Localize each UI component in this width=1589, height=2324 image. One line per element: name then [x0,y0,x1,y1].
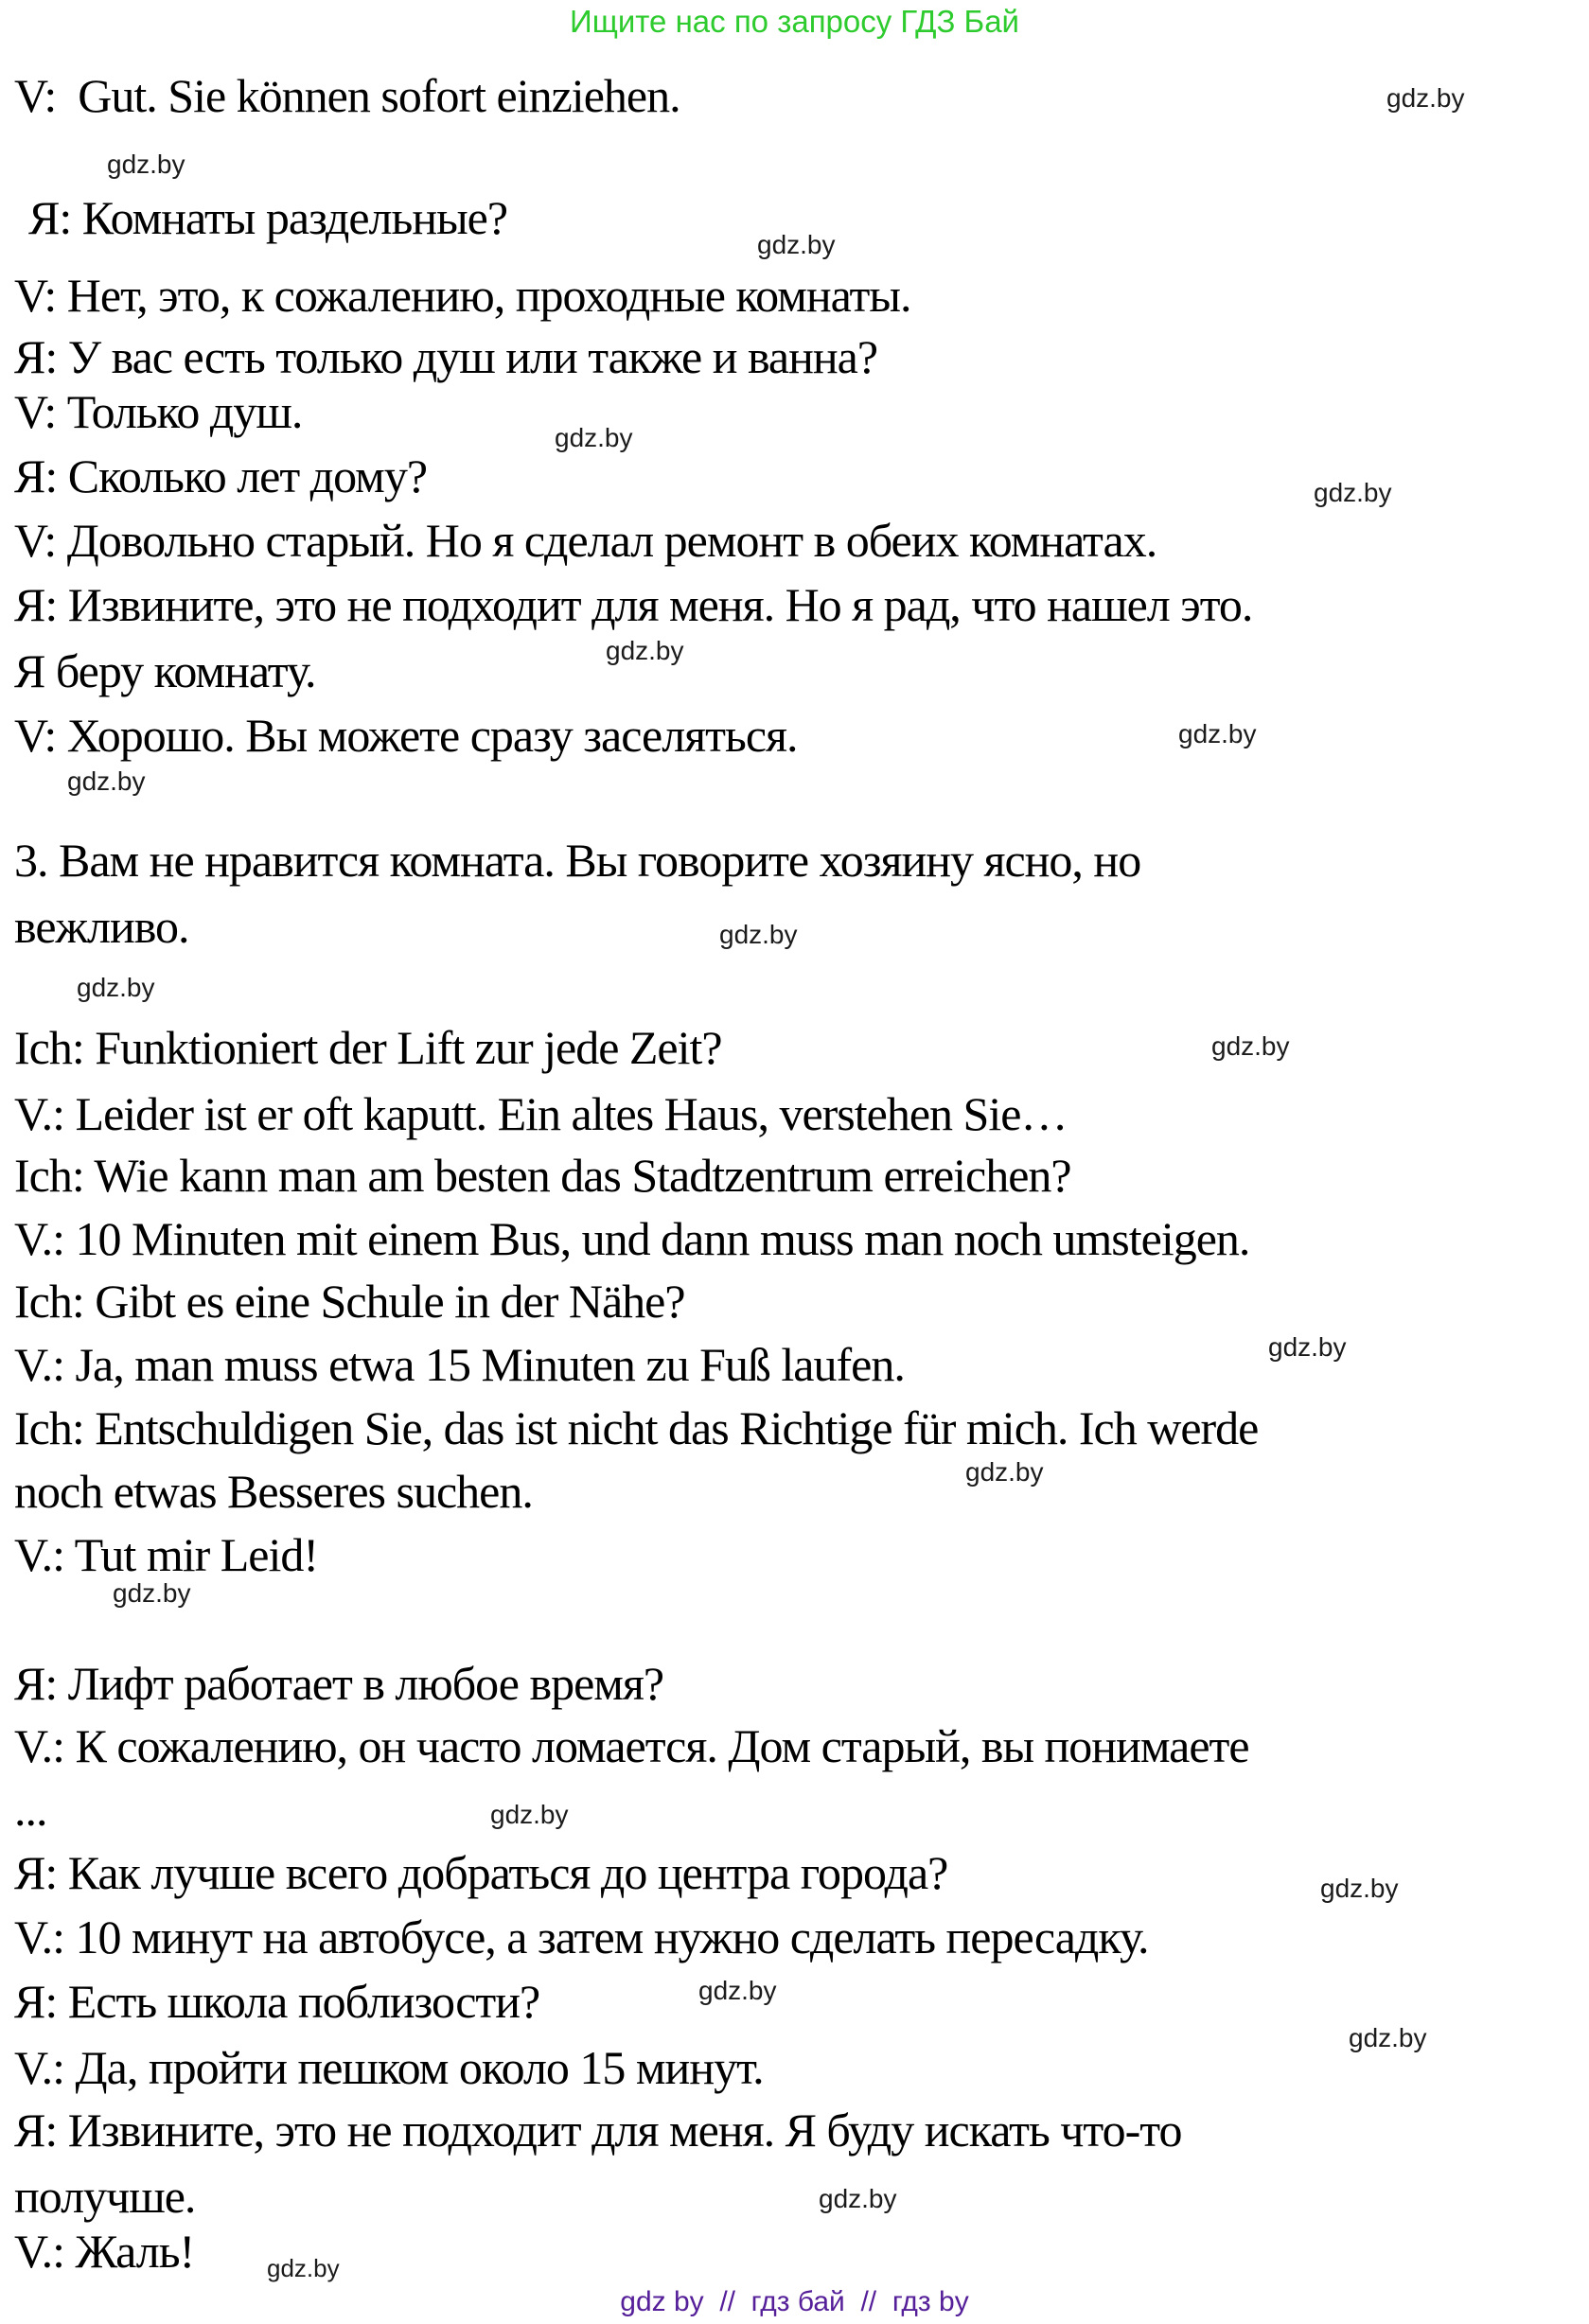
watermark-gdzby: gdz.by [490,1800,569,1829]
dialogue-line: V.: Leider ist er oft kaputt. Ein altes Haus, verstehen Sie… [14,1087,1068,1140]
dialogue-line: V.: 10 минут на автобусе, а затем нужно сделать пересадку. [14,1910,1149,1963]
watermark-gdzby: gdz.by [1268,1332,1347,1362]
watermark-gdzby: gdz.by [698,1976,777,2005]
watermark-gdzby: gdz.by [1386,83,1465,113]
dialogue-line: Я: Сколько лет дому? [14,449,428,502]
watermark-gdzby: gdz.by [757,230,836,259]
dialogue-line: V: Нет, это, к сожалению, проходные комнаты. [14,269,911,322]
task-heading-line: 3. Вам не нравится комната. Вы говорите хозяину ясно, но [14,834,1141,887]
watermark-gdzby: gdz.by [77,973,155,1002]
dialogue-line: Ich: Funktioniert der Lift zur jede Zeit? [14,1021,722,1074]
dialogue-line: Ich: Wie kann man am besten das Stadtzentrum erreichen? [14,1149,1071,1202]
watermark-gdzby: gdz.by [1314,478,1392,507]
dialogue-line: noch etwas Besseres suchen. [14,1465,533,1518]
watermark-gdzby: gdz.by [1349,2023,1427,2052]
dialogue-line: V.: 10 Minuten mit einem Bus, und dann muss man noch umsteigen. [14,1212,1250,1265]
dialogue-line: V: Gut. Sie können sofort einziehen. [14,69,680,122]
dialogue-line: Ich: Gibt es eine Schule in der Nähe? [14,1275,685,1328]
dialogue-line: V.: Ja, man muss etwa 15 Minuten zu Fuß laufen. [14,1338,905,1391]
watermark-gdzby: gdz.by [555,423,633,452]
dialogue-line: ... [14,1783,47,1836]
dialogue-line: V: Довольно старый. Но я сделал ремонт в обеих комнатах. [14,514,1157,567]
watermark-gdzby: gdz.by [606,636,684,665]
watermark-gdzby: gdz.by [1211,1031,1290,1061]
watermark-gdzby: gdz.by [719,920,798,949]
dialogue-line: Я: Есть школа поблизости? [14,1975,540,2028]
dialogue-line: V.: К сожалению, он часто ломается. Дом старый, вы понимаете [14,1719,1249,1772]
watermark-gdzby: gdz.by [1178,719,1257,748]
watermark-gdzby: gdz.by [113,1578,191,1608]
dialogue-line: V.: Tut mir Leid! [14,1528,319,1581]
dialogue-line: Я беру комнату. [14,644,316,697]
dialogue-line: V: Хорошо. Вы можете сразу заселяться. [14,709,798,762]
dialogue-line: Ich: Entschuldigen Sie, das ist nicht das Richtige für mich. Ich werde [14,1401,1259,1454]
dialogue-line: Я: Извините, это не подходит для меня. Я буду искать что-то [14,2104,1182,2157]
dialogue-line: V.: Да, пройти пешком около 15 минут. [14,2041,764,2094]
dialogue-line: Я: Извините, это не подходит для меня. Но я рад, что нашел это. [14,578,1253,631]
dialogue-line: Я: Комнаты раздельные? [28,191,508,244]
dialogue-line: Я: Как лучше всего добраться до центра города? [14,1846,948,1899]
promo-header-text: Ищите нас по запросу ГДЗ Бай [570,4,1019,39]
dialogue-line: V.: Жаль! [14,2225,195,2278]
watermark-gdzby: gdz.by [1320,1874,1399,1903]
dialogue-line: V: Только душ. [14,385,303,438]
dialogue-line: Я: У вас есть только душ или также и ванна? [14,330,878,383]
watermark-gdzby: gdz.by [267,2254,340,2282]
watermark-gdzby: gdz.by [67,766,146,796]
watermark-gdzby: gdz.by [965,1457,1044,1487]
task-heading-line: вежливо. [14,900,189,953]
dialogue-line: получше. [14,2170,196,2223]
dialogue-line: Я: Лифт работает в любое время? [14,1657,664,1710]
watermark-gdzby: gdz.by [819,2184,897,2213]
watermark-gdzby: gdz.by [107,150,185,179]
footer-gdz-links: gdz by // гдз бай // гдз by [620,2286,969,2317]
